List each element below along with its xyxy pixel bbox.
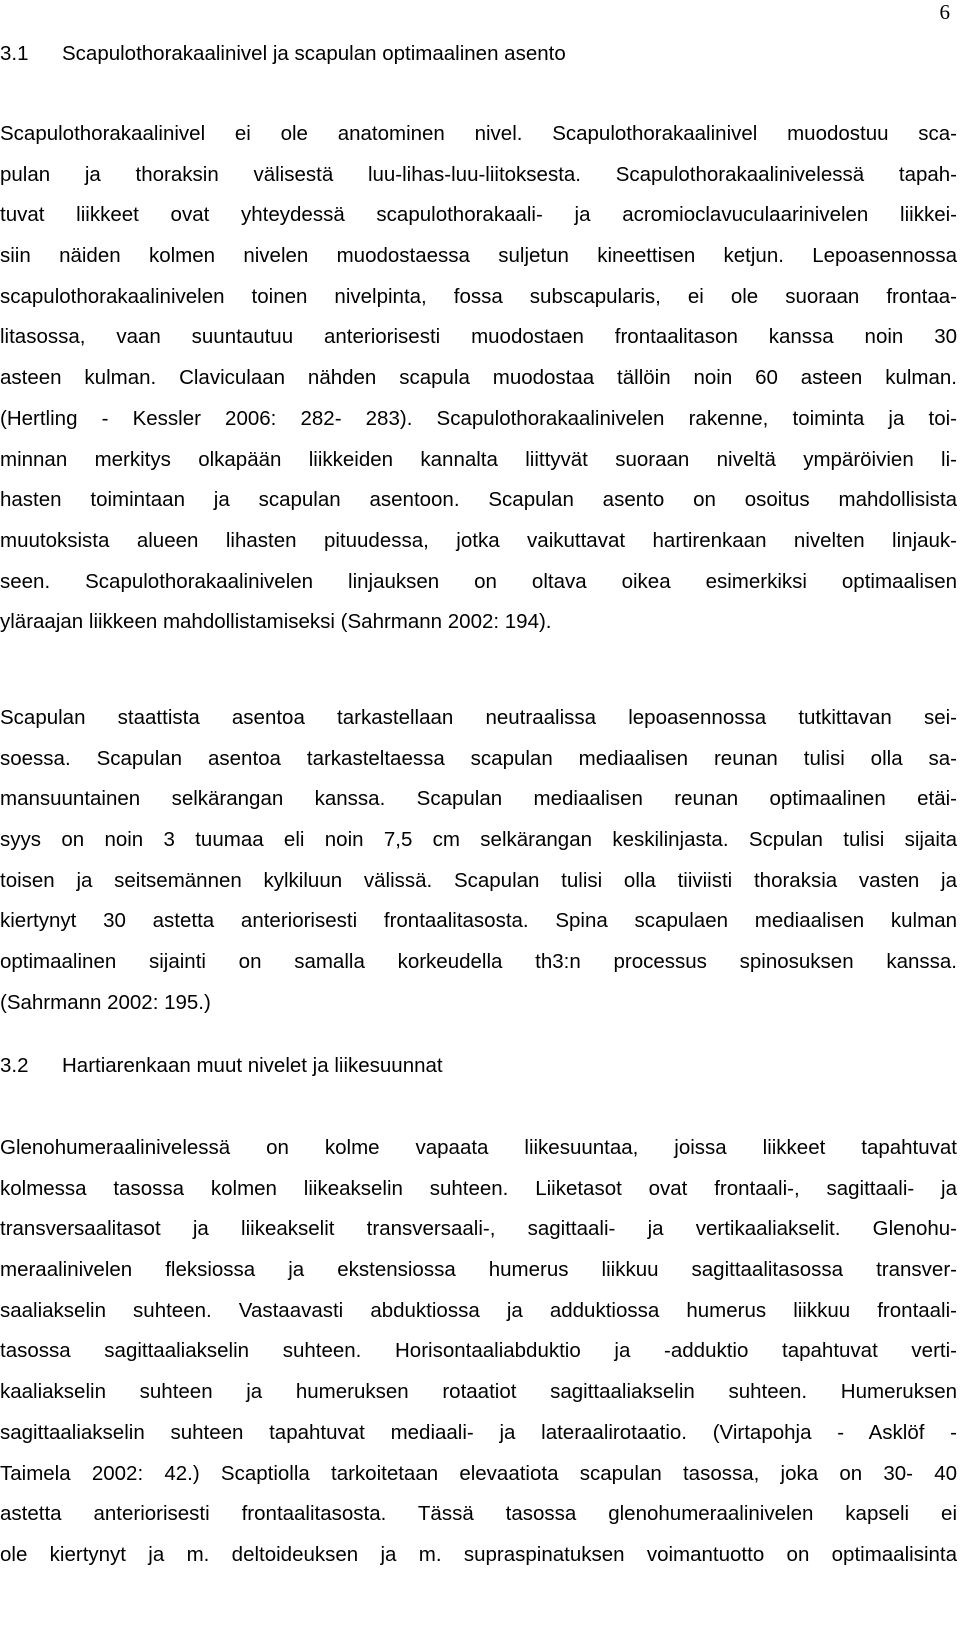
paragraph-line: pulan ja thoraksin välisestä luu-lihas-luu-liitoksesta. Scapulothorakaalinivelessä tapah- (0, 162, 957, 186)
paragraph-line: kiertynyt 30 astetta anteriorisesti frontaalitasosta. Spina scapulaen mediaalisen kulman (0, 909, 957, 933)
section-title: Scapulothorakaalinivel ja scapulan optimaalinen asento (62, 42, 566, 65)
paragraph-line: seen. Scapulothorakaalinivelen linjauksen on oltava oikea esimerkiksi optimaalisen (0, 569, 957, 593)
paragraph-line: syys on noin 3 tuumaa eli noin 7,5 cm selkärangan keskilinjasta. Scpulan tulisi sijaita (0, 828, 957, 852)
paragraph-line: ole kiertynyt ja m. deltoideuksen ja m. supraspinatuksen voimantuotto on optimaalisinta (0, 1542, 957, 1566)
page-number: 6 (939, 0, 950, 24)
paragraph-line: astetta anteriorisesti frontaalitasosta. Tässä tasossa glenohumeraalinivelen kapseli ei (0, 1502, 957, 1526)
section-heading-3-2 (0, 1046, 940, 1086)
paragraph-line: toisen ja seitsemännen kylkiluun välissä. Scapulan tulisi olla tiiviisti thoraksia vasten ja (0, 868, 957, 892)
paragraph-line: minnan merkitys olkapään liikkeiden kannalta liittyvät suoraan niveltä ympäröivien li- (0, 447, 957, 471)
paragraph-line: scapulothorakaalinivelen toinen nivelpinta, fossa subscapularis, ei ole suoraan frontaa- (0, 284, 957, 308)
paragraph-line: tasossa sagittaaliakselin suhteen. Horisontaaliabduktio ja -adduktio tapahtuvat verti- (0, 1339, 957, 1363)
paragraph-line: soessa. Scapulan asentoa tarkasteltaessa scapulan mediaalisen reunan tulisi olla sa- (0, 746, 957, 770)
paragraph-line: Glenohumeraalinivelessä on kolme vapaata liikesuuntaa, joissa liikkeet tapahtuvat (0, 1136, 957, 1159)
paragraph-2 (0, 698, 957, 1024)
section-heading-3-1 (0, 34, 940, 74)
paragraph-line: tuvat liikkeet ovat yhteydessä scapulothorakaali- ja acromioclavuculaarinivelen liikkei- (0, 203, 957, 227)
paragraph-line: litasossa, vaan suuntautuu anteriorisesti muodostaen frontaalitason kanssa noin 30 (0, 325, 957, 349)
paragraph-line: (Sahrmann 2002: 195.) (0, 990, 211, 1014)
paragraph-line: Taimela 2002: 42.) Scaptiolla tarkoitetaan elevaatiota scapulan tasossa, joka on 30- 40 (0, 1461, 957, 1485)
paragraph-line: meraalinivelen fleksiossa ja ekstensiossa humerus liikkuu sagittaalitasossa transver- (0, 1258, 957, 1282)
section-title: Hartiarenkaan muut nivelet ja liikesuunnat (62, 1054, 443, 1077)
paragraph-line: Scapulothorakaalinivel ei ole anatominen nivel. Scapulothorakaalinivel muodostuu sca- (0, 122, 957, 145)
paragraph-line: kolmessa tasossa kolmen liikeakselin suhteen. Liiketasot ovat frontaali-, sagittaali- ja (0, 1176, 957, 1200)
section-number: 3.2 (0, 1054, 29, 1077)
paragraph-line: mansuuntainen selkärangan kanssa. Scapulan mediaalisen reunan optimaalinen etäi- (0, 787, 957, 811)
paragraph-line: (Hertling - Kessler 2006: 282- 283). Scapulothorakaalinivelen rakenne, toiminta ja toi- (0, 406, 957, 430)
paragraph-3 (0, 1128, 957, 1576)
paragraph-line: saaliakselin suhteen. Vastaavasti abduktiossa ja adduktiossa humerus liikkuu frontaali- (0, 1298, 957, 1322)
paragraph-line: optimaalinen sijainti on samalla korkeudella th3:n processus spinosuksen kanssa. (0, 950, 957, 974)
paragraph-line: Scapulan staattista asentoa tarkastellaan neutraalissa lepoasennossa tutkittavan sei- (0, 706, 957, 729)
section-number: 3.1 (0, 42, 29, 65)
paragraph-line: siin näiden kolmen nivelen muodostaessa suljetun kineettisen ketjun. Lepoasennossa (0, 244, 957, 268)
paragraph-line: sagittaaliakselin suhteen tapahtuvat mediaali- ja lateraalirotaatio. (Virtapohja - Asklöf - (0, 1420, 957, 1444)
paragraph-line: transversaalitasot ja liikeakselit transversaali-, sagittaali- ja vertikaaliakselit. Glenohu- (0, 1217, 957, 1241)
paragraph-line: asteen kulman. Claviculaan nähden scapula muodostaa tällöin noin 60 asteen kulman. (0, 366, 957, 390)
paragraph-1 (0, 114, 957, 643)
paragraph-line: yläraajan liikkeen mahdollistamiseksi (Sahrmann 2002: 194). (0, 610, 552, 634)
paragraph-line: kaaliakselin suhteen ja humeruksen rotaatiot sagittaaliakselin suhteen. Humeruksen (0, 1380, 957, 1404)
paragraph-line: muutoksista alueen lihasten pituudessa, jotka vaikuttavat hartirenkaan nivelten linjauk- (0, 528, 957, 552)
paragraph-line: hasten toimintaan ja scapulan asentoon. Scapulan asento on osoitus mahdollisista (0, 488, 957, 512)
